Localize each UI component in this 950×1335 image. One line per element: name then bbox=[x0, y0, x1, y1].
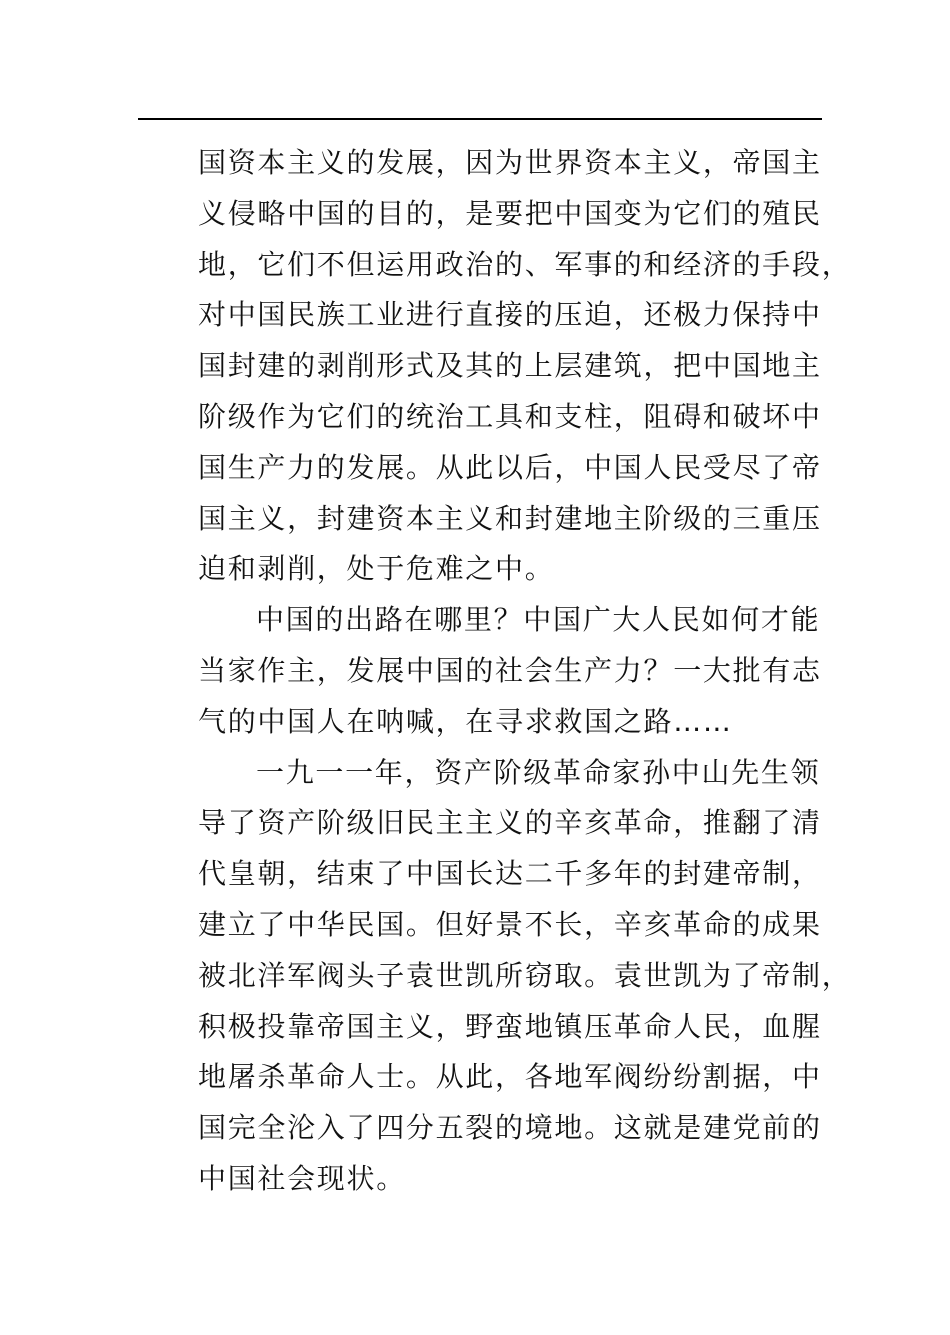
header-rule bbox=[138, 118, 822, 120]
text-line: 国封建的剥削形式及其的上层建筑，把中国地主 bbox=[198, 349, 822, 383]
paragraph-start-line: 中国的出路在哪里？中国广大人民如何才能 bbox=[256, 603, 821, 637]
text-line: 阶级作为它们的统治工具和支柱，阻碍和破坏中 bbox=[198, 399, 822, 433]
text-line: 气的中国人在呐喊，在寻求救国之路…… bbox=[198, 704, 733, 738]
text-line: 国资本主义的发展，因为世界资本主义，帝国主 bbox=[198, 146, 822, 179]
text-line: 义侵略中国的目的，是要把中国变为它们的殖民 bbox=[198, 196, 822, 230]
text-line: 地屠杀革命人士。从此，各地军阀纷纷割据，中 bbox=[198, 1060, 822, 1094]
text-line: 地，它们不但运用政治的、军事的和经济的手段， bbox=[198, 247, 852, 281]
text-line: 代皇朝，结束了中国长达二千多年的封建帝制， bbox=[198, 857, 822, 891]
text-line: 导了资产阶级旧民主主义的辛亥革命，推翻了清 bbox=[198, 806, 822, 840]
text-line: 建立了中华民国。但好景不长，辛亥革命的成果 bbox=[198, 907, 822, 941]
text-line: 被北洋军阀头子袁世凯所窃取。袁世凯为了帝制， bbox=[198, 958, 852, 992]
body-text bbox=[198, 138, 852, 1205]
text-line: 中国社会现状。 bbox=[198, 1161, 406, 1195]
paragraph-start-line: 一九一一年，资产阶级革命家孙中山先生领 bbox=[256, 755, 821, 789]
text-line: 国生产力的发展。从此以后，中国人民受尽了帝 bbox=[198, 450, 822, 484]
text-line: 对中国民族工业进行直接的压迫，还极力保持中 bbox=[198, 298, 822, 332]
text-line: 积极投靠帝国主义，野蛮地镇压革命人民，血腥 bbox=[198, 1009, 822, 1043]
text-line: 国完全沦入了四分五裂的境地。这就是建党前的 bbox=[198, 1111, 822, 1145]
text-line: 当家作主，发展中国的社会生产力？一大批有志 bbox=[198, 653, 822, 687]
text-line: 国主义，封建资本主义和封建地主阶级的三重压 bbox=[198, 501, 822, 535]
text-line: 迫和剥削，处于危难之中。 bbox=[198, 552, 555, 586]
